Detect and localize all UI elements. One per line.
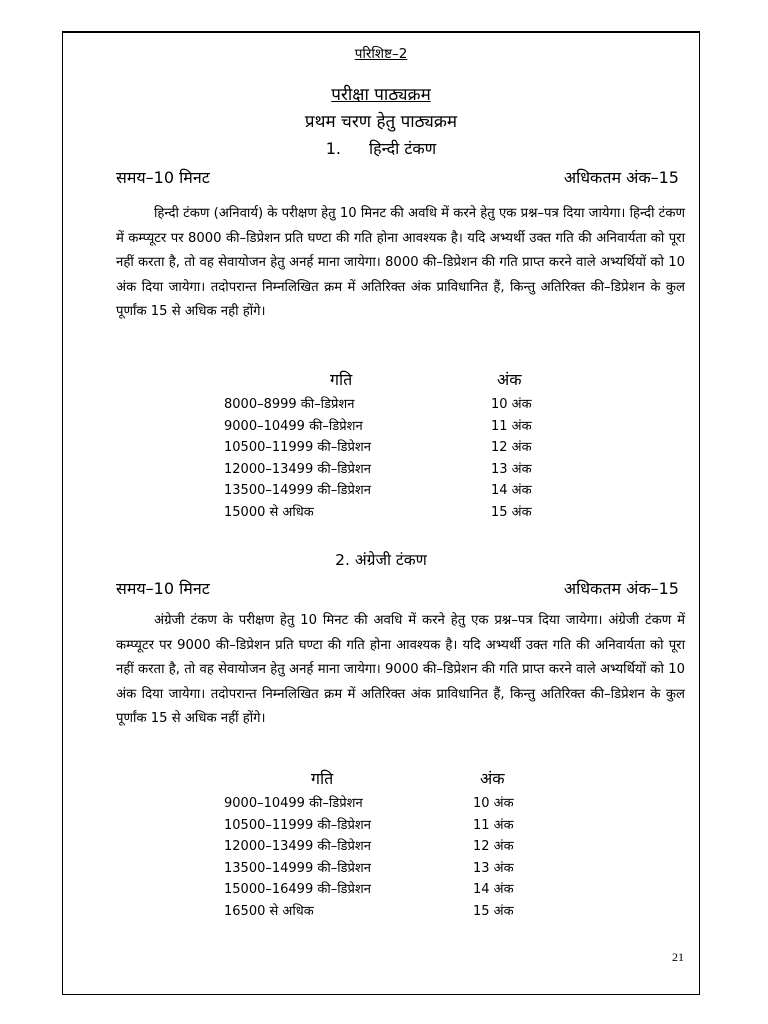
- section2-paragraph: अंग्रेजी टंकण के परीक्षण हेतु 10 मिनट की अवधि में करने हेतु एक प्रश्न–पत्र दिया जायेगा। अंग्रेजी टंकण में कम्प्यूटर पर 9000 की–डिप्रेशन प्रति घण्टा की गति होना आवश्यक है। यदि अभ्यर्थी उक्त गति की अनिवार्यता को पूरा नहीं करता है, तो वह सेवायोजन हेतु अनर्ह माना जायेगा। 9000 की–डिप्रेशन की गति प्राप्त करने वाले अभ्यर्थियों को 10 अंक दिया जायेगा। तदोपरान्त निम्नलिखित क्रम में अतिरिक्त अंक प्राविधानित हैं, किन्तु अतिरिक्त की–डिप्रेशन के कुल पूर्णांक 15 से अधिक नहीं होंगे।: [116, 613, 685, 727]
- table-row-marks: 12 अंक: [473, 839, 514, 854]
- section1-col-speed: गति: [330, 370, 353, 389]
- table-row-speed: 15000–16499 की–डिप्रेशन: [224, 882, 371, 897]
- section1-time: समय–10 मिनट: [116, 168, 210, 187]
- table-row-speed: 13500–14999 की–डिप्रेशन: [224, 860, 371, 876]
- page-subtitle: प्रथम चरण हेतु पाठ्यक्रम: [304, 112, 458, 132]
- table-row-speed: 10500–11999 की–डिप्रेशन: [224, 817, 371, 833]
- table-row-marks: 10 अंक: [491, 397, 532, 412]
- section2-time: समय–10 मिनट: [116, 579, 210, 598]
- table-row-marks: 12 अंक: [491, 440, 532, 455]
- table-row-speed: 16500 से अधिक: [224, 903, 314, 919]
- table-row-marks: 14 अंक: [473, 882, 514, 897]
- table-row-marks: 14 अंक: [491, 483, 532, 498]
- section2-max-marks: अधिकतम अंक–15: [563, 579, 679, 598]
- table-row-speed: 12000–13499 की–डिप्रेशन: [224, 839, 371, 854]
- appendix-label: परिशिष्ट–2: [354, 46, 408, 62]
- section2-col-marks: अंक: [480, 769, 505, 788]
- section1-paragraph: हिन्दी टंकण (अनिवार्य) के परीक्षण हेतु 10 मिनट की अवधि में करने हेतु एक प्रश्न–पत्र दिया जायेगा। हिन्दी टंकण में कम्प्यूटर पर 8000 की–डिप्रेशन प्रति घण्टा की गति होना आवश्यक है। यदि अभ्यर्थी उक्त गति की अनिवार्यता को पूरा नहीं करता है, तो वह सेवायोजन हेतु अनर्ह माना जायेगा। 8000 की–डिप्रेशन की गति प्राप्त करने वाले अभ्यर्थियों को 10 अंक दिया जायेगा। तदोपरान्त निम्नलिखित क्रम में अतिरिक्त अंक प्राविधानित हैं, किन्तु अतिरिक्त की–डिप्रेशन के कुल पूर्णांक 15 से अधिक नही होंगे।: [116, 206, 685, 320]
- section1-max-marks: अधिकतम अंक–15: [563, 168, 679, 187]
- table-row-marks: 13 अंक: [491, 461, 532, 477]
- page-number: 21: [672, 950, 684, 964]
- table-row-speed: 8000–8999 की–डिप्रेशन: [224, 397, 355, 412]
- table-row-speed: 9000–10499 की–डिप्रेशन: [224, 418, 363, 434]
- table-row-marks: 10 अंक: [473, 796, 514, 811]
- table-row-speed: 10500–11999 की–डिप्रेशन: [224, 440, 371, 455]
- section2-heading: 2. अंग्रेजी टंकण: [335, 551, 427, 569]
- table-row-marks: 15 अंक: [473, 903, 514, 919]
- table-row-marks: 11 अंक: [491, 418, 532, 434]
- table-row-marks: 13 अंक: [473, 860, 514, 876]
- table-row-marks: 11 अंक: [473, 817, 514, 833]
- page-border-bottom: [62, 994, 700, 995]
- table-row-speed: 15000 से अधिक: [224, 504, 314, 520]
- table-row-speed: 12000–13499 की–डिप्रेशन: [224, 461, 371, 477]
- page-title: परीक्षा पाठ्यक्रम: [331, 85, 431, 105]
- table-row-speed: 9000–10499 की–डिप्रेशन: [224, 796, 363, 811]
- table-row-marks: 15 अंक: [491, 504, 532, 520]
- table-row-speed: 13500–14999 की–डिप्रेशन: [224, 483, 371, 498]
- section1-number: 1.: [325, 139, 342, 158]
- section1-title: हिन्दी टंकण: [369, 139, 437, 158]
- section1-col-marks: अंक: [497, 370, 522, 389]
- section1-heading: [62, 137, 700, 159]
- section2-col-speed: गति: [311, 769, 334, 788]
